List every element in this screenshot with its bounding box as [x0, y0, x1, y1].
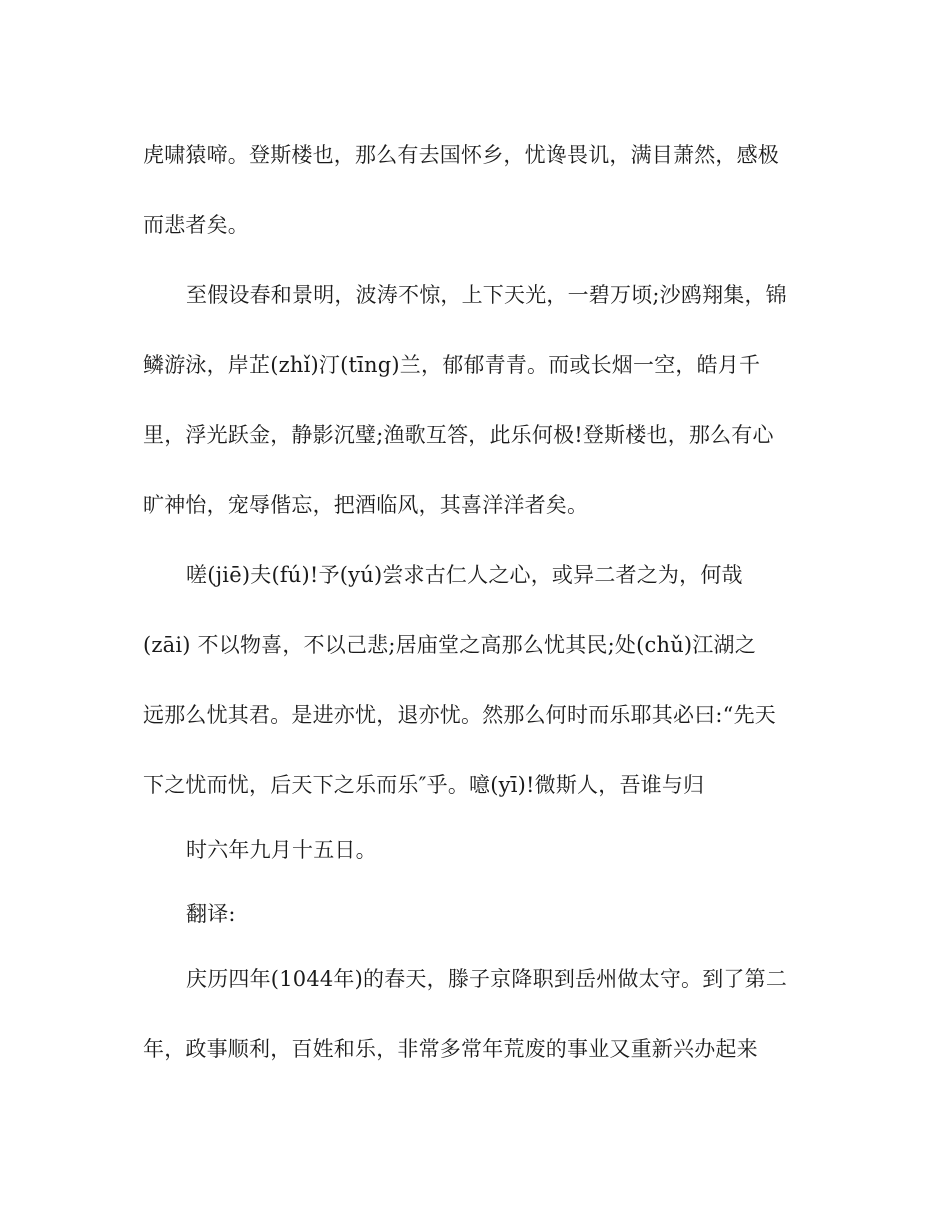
paragraph-start-line: 庆历四年(1044年)的春天，滕子京降职到岳州做太守。到了第二: [186, 967, 788, 991]
text-line: 里，浮光跃金，静影沉璧;渔歌互答，此乐何极!登斯楼也，那么有心: [143, 423, 774, 447]
text-line: 远那么忧其君。是进亦忧，退亦忧。然那么何时而乐耶其必曰:“先天: [143, 703, 777, 727]
text-line: 鳞游泳，岸芷(zhǐ)汀(tīng)兰，郁郁青青。而或长烟一空，皓月千: [143, 353, 761, 377]
text-line: 而悲者矣。: [143, 213, 249, 237]
paragraph-start-line: 至假设春和景明，波涛不惊，上下天光，一碧万顷;沙鸥翔集，锦: [186, 283, 787, 307]
paragraph-start-line: 嗟(jiē)夫(fú)!予(yú)尝求古仁人之心，或异二者之为，何哉: [186, 563, 743, 587]
text-line: (zāi) 不以物喜，不以己悲;居庙堂之高那么忧其民;处(chǔ)江湖之: [143, 633, 756, 657]
text-line: 年，政事顺利，百姓和乐，非常多常年荒废的事业又重新兴办起来: [143, 1037, 758, 1061]
translation-heading: 翻译:: [186, 902, 236, 926]
date-line: 时六年九月十五日。: [186, 838, 377, 862]
text-line: 下之忧而忧，后天下之乐而乐″乎。噫(yī)!微斯人，吾谁与归: [143, 773, 705, 797]
text-line: 旷神怡，宠辱偕忘，把酒临风，其喜洋洋者矣。: [143, 493, 589, 517]
text-line: 虎啸猿啼。登斯楼也，那么有去国怀乡，忧谗畏讥，满目萧然，感极: [143, 143, 779, 167]
